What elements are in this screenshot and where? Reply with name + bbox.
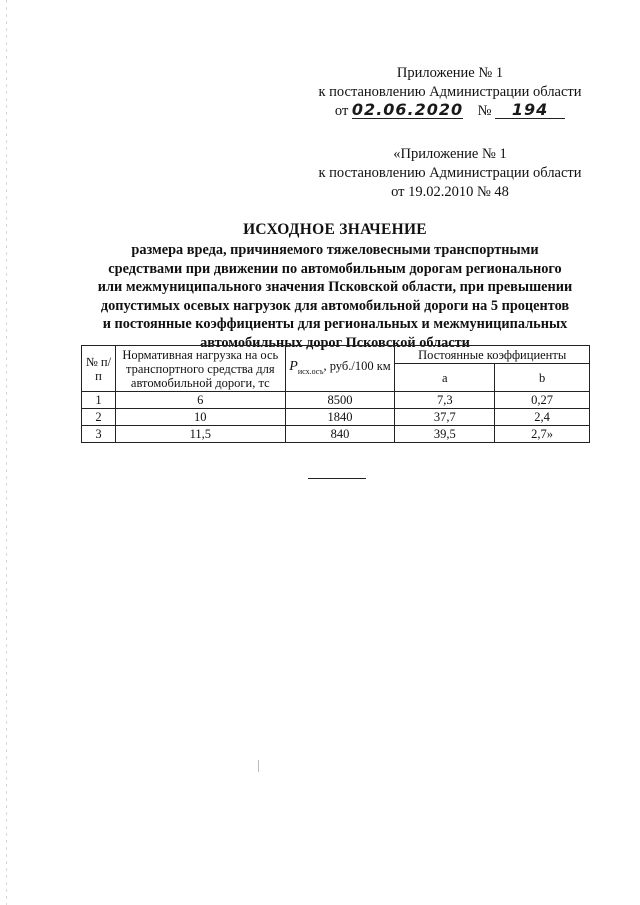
scan-artifact-mark [258, 760, 259, 772]
table-row [82, 426, 590, 443]
previous-approval-line2: к постановлению Администрации области [318, 165, 582, 181]
title-line: средствами при движении по автомобильным дорогам регионального [108, 260, 562, 277]
row-load: 10 [115, 409, 285, 426]
header-coefficients: Постоянные коэффициенты [395, 346, 590, 364]
row-load: 6 [115, 392, 285, 409]
handwritten-number: 194 [495, 102, 565, 119]
row-number: 3 [82, 426, 116, 443]
date-prefix: от [334, 103, 349, 119]
row-p: 840 [285, 426, 395, 443]
row-number: 2 [82, 409, 116, 426]
header-coef-b: b [495, 364, 590, 392]
row-b: 0,27 [495, 392, 590, 409]
title-line: или межмуниципального значения Псковской области, при превышении [97, 279, 573, 296]
header-p-value [285, 346, 395, 392]
title-line: допустимых осевых нагрузок для автомобильной дороги на 5 процентов [100, 297, 570, 314]
scan-edge-artifact [6, 0, 7, 905]
previous-approval-block [300, 145, 600, 202]
row-a: 37,7 [395, 409, 495, 426]
row-load: 11,5 [115, 426, 285, 443]
document-title [70, 219, 600, 353]
row-b: 2,4 [495, 409, 590, 426]
previous-approval-line3: от 19.02.2010 № 48 [391, 184, 509, 200]
row-p: 1840 [285, 409, 395, 426]
table-row [82, 409, 590, 426]
p-subscript: исх.осъ [297, 366, 324, 376]
row-number: 1 [82, 392, 116, 409]
title-line: автомобильных дорог Псковской области [200, 334, 470, 351]
approval-date-number-row [300, 102, 600, 121]
row-p: 8500 [285, 392, 395, 409]
title-main: ИСХОДНОЕ ЗНАЧЕНИЕ [243, 221, 427, 238]
header-number: № п/п [82, 346, 116, 392]
p-unit: , руб./100 км [323, 358, 391, 373]
approval-line1: Приложение № 1 [396, 65, 504, 81]
approval-line2: к постановлению Администрации области [318, 84, 582, 100]
approval-block [300, 64, 600, 121]
row-a: 7,3 [395, 392, 495, 409]
title-line: размера вреда, причиняемого тяжеловесными транспортными [131, 242, 539, 258]
row-a: 39,5 [395, 426, 495, 443]
damage-values-table [81, 345, 590, 443]
p-symbol: $P_{исх.осъ}$ [289, 358, 324, 376]
table-row [82, 392, 590, 409]
number-prefix: № [477, 103, 492, 119]
title-line: и постоянные коэффициенты для региональных и межмуниципальных [102, 316, 568, 333]
previous-approval-line1: «Приложение № 1 [393, 146, 507, 162]
row-b: 2,7» [495, 426, 590, 443]
handwritten-date: 02.06.2020 [351, 100, 464, 119]
header-axle-load: Нормативная нагрузка на ось транспортного средства для автомобильной дороги, тс [115, 346, 285, 392]
header-coef-a: a [395, 364, 495, 392]
closing-divider [308, 478, 366, 479]
